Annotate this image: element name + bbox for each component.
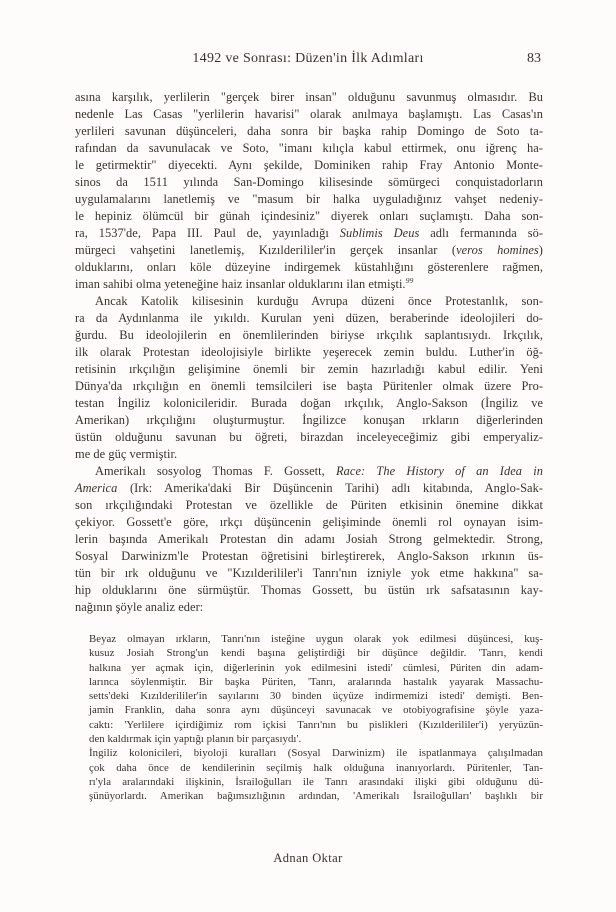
text-line: le hepiniz ölümcül bir günah içindesiniz" diyerek onları suçlamıştı. Daha son- (75, 209, 543, 223)
body-text (75, 89, 543, 804)
text-line: setts'deki Kızılderililer'in sayılarını 30 binden üçyüze indirmemizi istedi' demişti. Ben- (89, 690, 543, 703)
text-line: Sosyal Darwinizm'le Protestan öğretisini birleştirerek, Anglo-Sakson ırkının üs- (75, 549, 543, 563)
text-line: tün bir ırk olduğunu ve "Kızılderililer'i Tanrı'nın izniyle yok etme hakkına" sa- (75, 566, 543, 580)
text-line: iman sahibi olma yeteneğine haiz insanlar olduklarını ilan etmişti.$^{99}$ (75, 275, 414, 291)
body-paragraphs (75, 89, 543, 616)
text-line: Amerikan) ırkçılığını oluşturmuştur. İngilizce konuşan ırkların diğerlerinden (75, 413, 543, 427)
text-line: nedenle Las Casas "yerlilerin havarisi" olarak anılmaya başlamıştı. Las Casas'ın (75, 107, 543, 121)
paragraph (89, 746, 543, 803)
text-line: Beyaz olmayan ırkların, Tanrı'nın isteğine uygun olarak yok edilmesi düşüncesi, kuş- (89, 633, 543, 645)
running-header-title: 1492 ve Sonrası: Düzen'in İlk Adımları (192, 51, 424, 66)
text-line: İngiliz kolonicileri, biyoloji kuralları (Sosyal Darwinizm) ile ispatlanmaya çalışılmadan (89, 747, 543, 760)
text-line: çok daha önce de kendilerinin seçilmiş halk olduğuna inanıyorlardı. Püritenler, Tan- (89, 761, 543, 774)
text-line: America (Irk: Amerika'daki Bir Düşüncenin Tarihi) adlı kitabında, Anglo-Sak- (75, 481, 543, 495)
text-line: rı'yla aralarındaki ilişkinin, İsrailoğulları ile Tanrı arasındaki ilişki gibi olduğunu dü- (89, 775, 543, 788)
text-line: Dünya'da ırkçılığın en önemli temsilcileri ise başta Püritenler olmak üzere Pro- (75, 379, 543, 393)
running-footer-author: Adnan Oktar (273, 851, 343, 865)
text-line: ra da Aydınlanma ile yıkıldı. Kurulan yeni düzen, beraberinde ideolojileri do- (75, 311, 543, 325)
text-line: son ırkçılığındaki Protestan ve özellikle de Püriten etkisinin önemine dikkat (75, 498, 543, 512)
text-line: üstün olduğunu savunan bu öğreti, birazdan inceleyeceğimiz gibi emperyaliz- (75, 430, 543, 444)
block-quote (89, 632, 543, 804)
text-line: testan İngiliz kolonicileridir. Burada doğan ırkçılık, Anglo-Sakson (İngiliz ve (75, 396, 543, 410)
text-line: ilk olarak Protestan ideolojisiyle birlikte yeşerecek zemin buldu. Luther'in öğ- (75, 345, 543, 359)
text-line: uygulamalarını lanetlemiş ve "masum bir halka uyguladığınız vahşet nedeniy- (75, 192, 543, 206)
paragraph (75, 293, 543, 463)
text-line: şünüyorlardı. Amerikan bağımsızlığının ardından, 'Amerikalı İsrailoğulları' başlıklı bir (89, 790, 543, 803)
text-line: Amerikalı sosyolog Thomas F. Gossett, Race: The History of an Idea in (95, 464, 543, 478)
text-line: sinos da 1511 yılında San-Domingo kilisesinde sömürgeci conquistadorların (75, 175, 543, 189)
text-line: le getirmektir" diyecekti. Aynı şekilde, Dominiken rahip Fray Antonio Monte- (75, 158, 543, 172)
text-line: jamin Franklin, daha sonra aynı düşünceyi savunacak ve otobiyografisine şöyle yaza- (89, 704, 543, 717)
text-line: kusuz Josiah Strong'un kendi başına geliştirdiği bir düşünce değildir. 'Tanrı, kendi (89, 647, 543, 660)
text-line: hip olduklarını öne sürmüştür. Thomas Gossett, bu üstün ırk safsatasının kay- (75, 583, 543, 597)
text-line: halkına yer açmak için, diğerlerinin yok edilmesini istedi' cümlesi, Püriten din adam- (89, 661, 543, 674)
text-line: rafından da savunulacak ve Soto, "imanı kılıçla kabul ettirmek, onu iğrenç ha- (75, 141, 543, 155)
text-line: ğurdu. Bu ideolojilerin en önemlilerinden biriyse ırkçılık saplantısıydı. Irkçılık, (75, 328, 543, 342)
text-line: çekiyor. Gossett'e göre, ırkçı düşüncenin gelişiminde önemli rol oynayan isim- (75, 515, 543, 529)
text-line: caktı: 'Yerlilere içirdiğimiz rom içkisi Tanrı'nın bu pislikleri (Kızılderililer'i) yeryüzün- (89, 718, 543, 731)
paragraph (75, 89, 543, 293)
text-line: olduklarını, onları köle düzeyine indirgemek küstahlığını gösterenlere rağmen, (75, 260, 543, 274)
text-line: me de güç vermiştir. (75, 447, 178, 461)
text-line: mürgeci vahşetini lanetlemiş, Kızılderililer'in gerçek insanlar (veros homines) (75, 243, 543, 257)
text-line: asına karşılık, yerlilerin "gerçek birer insan" olduğunu savunmuş olmasıdır. Bu (75, 90, 543, 104)
text-line: Ancak Katolik kilisesinin kurduğu Avrupa düzeni önce Protestanlık, son- (95, 294, 543, 308)
text-line: ra, 1537'de, Papa III. Paul de, yayınladığı Sublimis Deus adlı fermanında sö- (75, 226, 543, 240)
text-line: nağının şöyle analiz eder: (75, 600, 204, 614)
text-line: yerlileri savunan düşünceleri, daha sonra bir başka rahip Domingo de Soto ta- (75, 124, 543, 138)
text-line: retisinin ırkçılığın gelişimine önemli bir zemin hazırladığı kabul edilir. Yeni (75, 362, 543, 376)
text-line: larınca söylenmiştir. Bir başka Püriten, 'Tanrı, aralarında hastalık yayarak Massachu- (89, 675, 543, 688)
paragraph (89, 632, 543, 746)
paragraph (75, 463, 543, 616)
text-line: lerin başında Amerikalı Protestan din adamı Josiah Strong gelmektedir. Strong, (75, 532, 543, 546)
text-line: den kaldırmak için yaptığı planın bir parçasıydı'. (89, 733, 302, 746)
page-number: 83 (527, 51, 541, 66)
